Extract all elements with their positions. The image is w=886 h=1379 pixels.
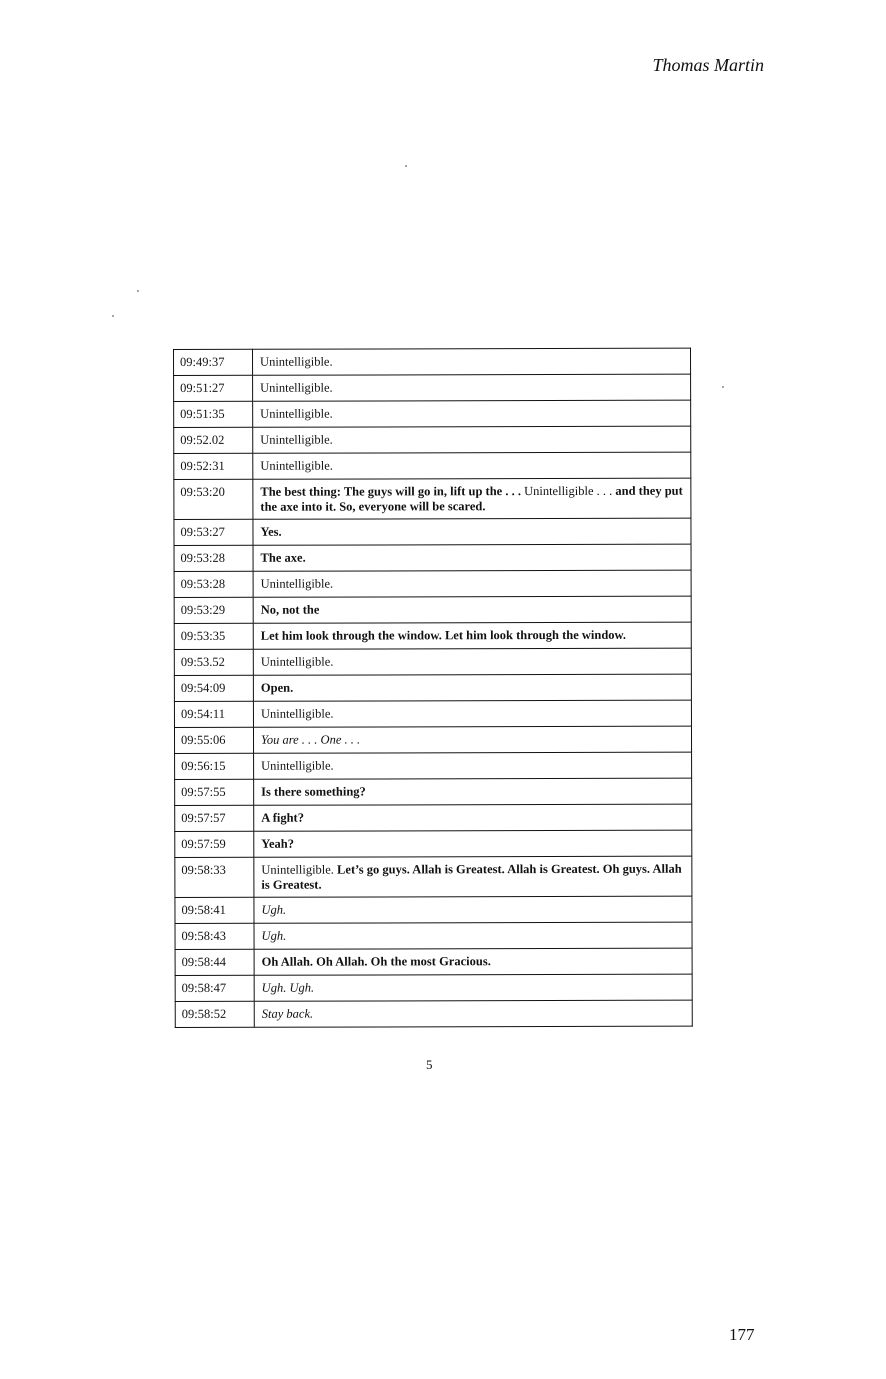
utterance-segment: The best thing: The guys will go in, lift up the . . . <box>260 484 525 499</box>
transcript-row <box>175 922 692 949</box>
transcript-utterance: Yeah? <box>254 830 692 857</box>
transcript-utterance: Oh Allah. Oh Allah. Oh the most Gracious. <box>254 948 692 975</box>
transcript-timestamp: 09:58:47 <box>175 975 254 1001</box>
transcript-utterance: Ugh. Ugh. <box>254 974 692 1001</box>
transcript-utterance: Is there something? <box>254 778 692 805</box>
transcript-row <box>174 596 691 623</box>
transcript-row <box>174 478 691 519</box>
transcript-utterance: Stay back. <box>254 1000 692 1027</box>
transcript-row <box>174 452 691 479</box>
scan-speck <box>405 165 407 167</box>
transcript-row <box>174 648 691 675</box>
transcript-timestamp: 09:51:27 <box>174 375 253 401</box>
utterance-segment: and they put the axe into it. So, everyone will be scared. <box>260 483 683 514</box>
transcript-row <box>174 674 691 701</box>
transcript-utterance: Unintelligible. <box>253 452 691 479</box>
footnote-number: 5 <box>426 1057 433 1072</box>
transcript-timestamp: 09:53:28 <box>174 571 253 597</box>
transcript-utterance: You are . . . One . . . <box>253 726 691 753</box>
transcript-utterance: Unintelligible. <box>254 752 692 779</box>
transcript-row <box>175 830 692 857</box>
transcript-timestamp: 09:54:09 <box>174 675 253 701</box>
transcript-utterance: No, not the <box>253 596 691 623</box>
transcript-utterance: Ugh. <box>254 896 692 923</box>
transcript-utterance: A fight? <box>254 804 692 831</box>
transcript-timestamp: 09:53:35 <box>174 623 253 649</box>
transcript-row <box>175 752 692 779</box>
transcript-utterance: Yes. <box>253 518 691 545</box>
transcript-row <box>174 700 691 727</box>
transcript-row <box>175 1000 692 1027</box>
transcript-utterance: Unintelligible. <box>253 426 691 453</box>
transcript-timestamp: 09:57:59 <box>175 831 254 857</box>
transcript-timestamp: 09:56:15 <box>175 753 254 779</box>
transcript-utterance: Unintelligible. <box>253 648 691 675</box>
transcript-timestamp: 09:58:41 <box>175 897 254 923</box>
transcript-timestamp: 09:58:33 <box>175 857 254 897</box>
transcript-row <box>175 896 692 923</box>
transcript-timestamp: 09:58:52 <box>175 1001 254 1027</box>
transcript-timestamp: 09:52.02 <box>174 427 253 453</box>
transcript-utterance: Unintelligible. <box>253 400 691 427</box>
transcript-row <box>174 518 691 545</box>
transcript-timestamp: 09:53.52 <box>174 649 253 675</box>
running-head-author: Thomas Martin <box>652 55 764 75</box>
transcript-utterance: Open. <box>253 674 691 701</box>
transcript-utterance: Let him look through the window. Let him look through the window. <box>253 622 691 649</box>
transcript-timestamp: 09:58:43 <box>175 923 254 949</box>
transcript-utterance <box>253 478 691 519</box>
transcript-row <box>174 400 691 427</box>
transcript-row <box>174 622 691 649</box>
transcript-timestamp: 09:53:20 <box>174 479 253 519</box>
transcript-row <box>174 374 691 401</box>
transcript-timestamp: 09:53:29 <box>174 597 253 623</box>
transcript-timestamp: 09:55:06 <box>174 727 253 753</box>
transcript-row <box>175 804 692 831</box>
transcript-utterance: Unintelligible. <box>253 570 691 597</box>
transcript-timestamp: 09:58:44 <box>175 949 254 975</box>
transcript-utterance: Unintelligible. <box>253 348 691 375</box>
transcript-utterance <box>254 856 692 897</box>
transcript-utterance: Unintelligible. <box>253 700 691 727</box>
transcript-row <box>175 974 692 1001</box>
transcript-row <box>174 426 691 453</box>
transcript-timestamp: 09:57:57 <box>175 805 254 831</box>
utterance-segment: Let’s go guys. Allah is Greatest. Allah is Greatest. Oh guys. Allah is Greatest. <box>261 861 682 892</box>
transcript-row <box>175 948 692 975</box>
transcript-timestamp: 09:52:31 <box>174 453 253 479</box>
transcript-row <box>174 570 691 597</box>
transcript-timestamp: 09:57:55 <box>175 779 254 805</box>
scan-speck <box>112 315 114 317</box>
transcript-timestamp: 09:49:37 <box>174 349 253 375</box>
transcript-timestamp: 09:53:27 <box>174 519 253 545</box>
transcript-row <box>174 544 691 571</box>
utterance-segment: Unintelligible . . . <box>524 483 616 499</box>
transcript-timestamp: 09:51:35 <box>174 401 253 427</box>
scan-speck <box>137 290 139 292</box>
transcript-row <box>175 856 692 897</box>
transcript-utterance: Ugh. <box>254 922 692 949</box>
transcript-row <box>174 348 691 375</box>
transcript-utterance: Unintelligible. <box>253 374 691 401</box>
transcript-table <box>173 348 693 1028</box>
transcript-timestamp: 09:53:28 <box>174 545 253 571</box>
transcript-timestamp: 09:54:11 <box>174 701 253 727</box>
page-number: 177 <box>729 1325 755 1344</box>
transcript-row <box>175 778 692 805</box>
transcript-body <box>174 348 693 1027</box>
transcript-utterance: The axe. <box>253 544 691 571</box>
scan-speck <box>722 386 724 388</box>
transcript-row <box>174 726 691 753</box>
utterance-segment: Unintelligible. <box>261 862 338 877</box>
